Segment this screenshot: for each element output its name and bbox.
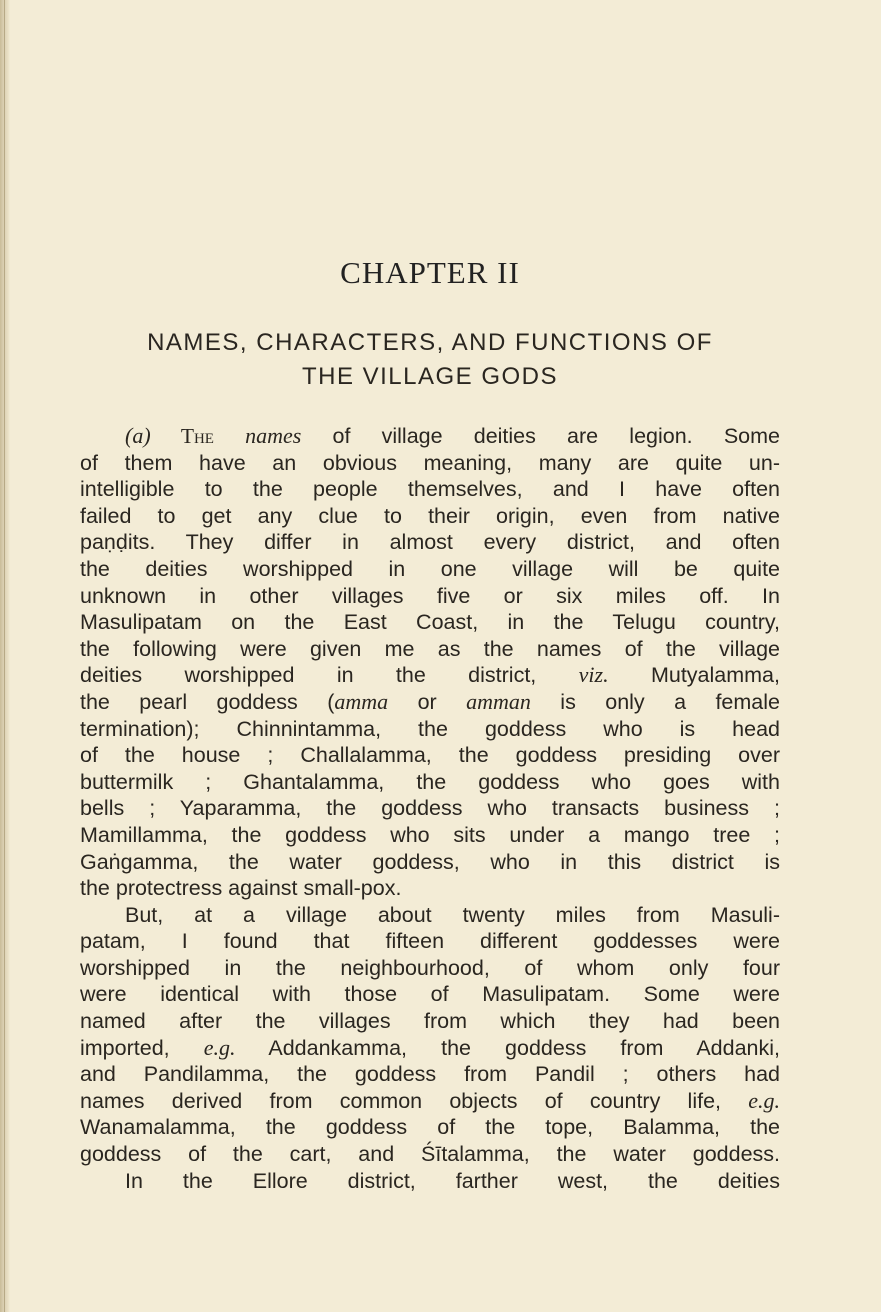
text-line: paṇḍits. They differ in almost every district, and often xyxy=(80,530,780,555)
text-line: In the Ellore district, farther west, the deities xyxy=(125,1168,780,1193)
text-line: failed to get any clue to their origin, even from native xyxy=(80,503,780,528)
text-line: unknown in other villages five or six miles off. In xyxy=(80,583,780,608)
text-line: of the house ; Challalamma, the goddess presiding over xyxy=(80,743,780,768)
text-line: Gaṅgamma, the water goddess, who in this district is xyxy=(80,849,780,874)
chapter-heading xyxy=(80,326,780,394)
text-line: the following were given me as the names of the village xyxy=(80,636,780,661)
text-line: Mamillamma, the goddess who sits under a mango tree ; xyxy=(80,822,780,847)
text-line: the deities worshipped in one village will be quite xyxy=(80,556,780,581)
text-line: patam, I found that fifteen different goddesses were xyxy=(80,929,780,954)
text-line: of them have an obvious meaning, many are quite un- xyxy=(80,450,780,475)
text-line: But, at a village about twenty miles from Masuli- xyxy=(125,902,780,927)
chapter-heading-line-1: NAMES, CHARACTERS, AND FUNCTIONS OF xyxy=(147,329,713,356)
text-line: named after the villages from which they had been xyxy=(80,1009,780,1034)
text-line: imported, e.g. Addankamma, the goddess from Addanki, xyxy=(80,1034,780,1060)
text-line: goddess of the cart, and Śītalamma, the water goddess. xyxy=(80,1142,780,1167)
chapter-heading-line-2: THE VILLAGE GODS xyxy=(301,363,559,390)
text-line: intelligible to the people themselves, and I have often xyxy=(80,477,780,502)
page-binding-edge xyxy=(0,0,10,1312)
text-line: the pearl goddess (amma or amman is only a female xyxy=(80,688,780,714)
text-line: termination); Chinnintamma, the goddess who is head xyxy=(80,716,780,741)
body-text xyxy=(80,423,780,1194)
text-line: names derived from common objects of country life, e.g. xyxy=(80,1087,780,1113)
text-line: were identical with those of Masulipatam. Some were xyxy=(80,982,780,1007)
text-line: deities worshipped in the district, viz. Mutyalamma, xyxy=(80,662,780,688)
text-line: buttermilk ; Ghantalamma, the goddess who goes with xyxy=(80,769,780,794)
text-line: the protectress against small-pox. xyxy=(80,876,402,901)
text-line: worshipped in the neighbourhood, of whom only four xyxy=(80,955,780,980)
text-line: (a) The names of village deities are legion. Some xyxy=(125,423,780,448)
text-line: Masulipatam on the East Coast, in the Telugu country, xyxy=(80,610,780,635)
text-line: and Pandilamma, the goddess from Pandil ; others had xyxy=(80,1062,780,1087)
text-line: bells ; Yaparamma, the goddess who transacts business ; xyxy=(80,796,780,821)
chapter-title: CHAPTER II xyxy=(340,255,520,290)
text-line: Wanamalamma, the goddess of the tope, Balamma, the xyxy=(80,1115,780,1140)
